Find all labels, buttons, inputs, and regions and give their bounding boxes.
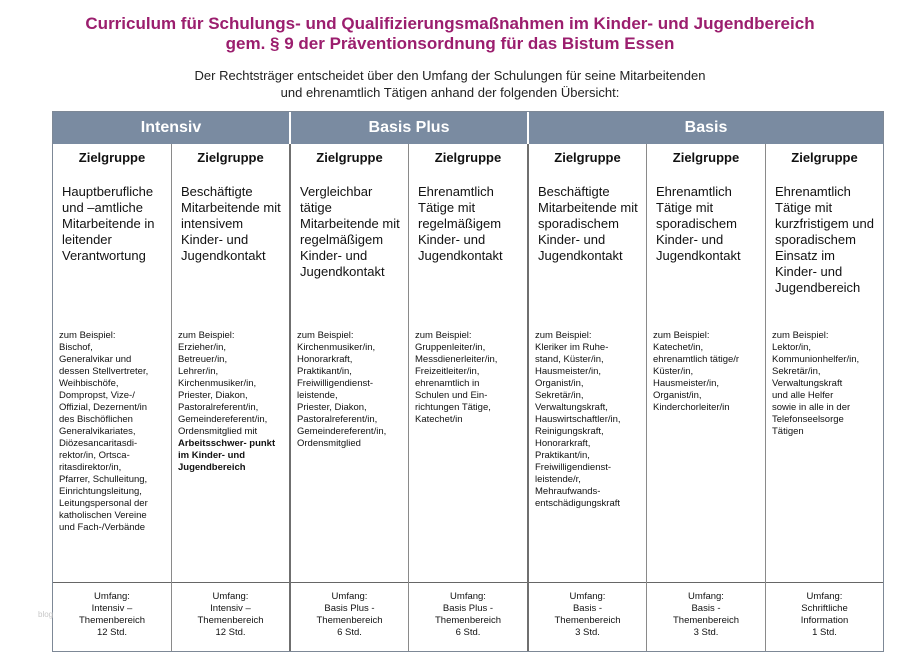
example-line: Organist/in, [535,378,584,389]
example-line: Gemeindereferent/in, [297,426,387,437]
scope-line: Basis Plus - [442,603,494,614]
scope-line: Umfang: [806,591,843,602]
example-line: Einrichtungsleitung, [59,486,142,497]
examples-list [653,330,761,414]
example-line: Telefonseelsorge [772,414,844,425]
example-line: zum Beispiel: [415,330,472,341]
example-line: Lehrer/in, [178,366,219,377]
scope-divider [766,582,883,583]
example-line: Diözesancaritasdi- [59,438,138,449]
scope-divider [172,582,289,583]
example-line: Kinderchorleiter/in [653,402,730,413]
example-line: Pfarrer, Schulleitung, [59,474,148,485]
example-line: Ordensmitglied [297,438,361,449]
example-line: Leitungspersonal der [59,498,148,509]
target-group-column [527,144,646,651]
scope-line: Themenbereich [78,615,145,626]
scope-block [531,591,644,639]
scope-line: Umfang: [94,591,130,602]
example-line: Pastoralreferent/in, [297,414,378,425]
scope-block [293,591,406,639]
target-group-description: Beschäftigte Mitarbeitende mit intensivem Kinder- und Jugendkontakt [181,184,281,263]
example-line: Priester, Diakon, [297,402,367,413]
scope-line: Intensiv – [210,603,251,614]
example-line: richtungen Tätige, [415,402,491,413]
example-line: leistende/r, [535,474,581,485]
scope-line: Basis - [691,603,721,614]
document-title [0,14,900,54]
curriculum-table [52,111,884,652]
example-line: ehrenamtlich in [415,378,480,389]
example-line: Honorarkraft, [535,438,591,449]
example-line: Freiwilligendienst- [535,462,612,473]
example-line: Verwaltungskraft [772,378,843,389]
example-line: Praktikant/in, [297,366,352,377]
scope-line: Schriftliche [801,603,848,614]
target-group-heading: Zielgruppe [554,150,621,165]
scope-line: 3 Std. [575,627,600,638]
example-line: zum Beispiel: [297,330,354,341]
target-group-description: Ehrenamtlich Tätige mit kurzfristigem und sporadischem Einsatz im Kinder- und Jugendbereich [775,184,874,295]
example-line: Gruppenleiter/in, [415,342,486,353]
scope-line: 6 Std. [337,627,362,638]
example-bold-text: Arbeitsschwer- punkt im Kinder- und Jugendbereich [178,438,276,473]
example-line: Schulen und Ein- [415,390,488,401]
examples-list [535,330,642,510]
example-line: Küster/in, [653,366,694,377]
example-line: stand, Küster/in, [535,354,604,365]
scope-block [649,591,763,639]
watermark: blog [38,610,54,619]
example-line: Priester, Diakon, [178,390,248,401]
example-line: zum Beispiel: [178,330,235,341]
example-line: ehrenamtlich tätige/r [653,354,740,365]
example-line: zum Beispiel: [59,330,116,341]
scope-block [55,591,169,639]
target-group-column [765,144,883,651]
example-line: Organist/in, [653,390,702,401]
scope-line: Umfang: [569,591,606,602]
example-line: Kleriker im Ruhe- [535,342,609,353]
scope-line: Themenbereich [197,615,264,626]
example-line: Pastoralreferent/in, [178,402,259,413]
target-group-description: Ehrenamtlich Tätige mit sporadischem Kinder- und Jugendkontakt [656,184,741,263]
example-line: Bischof, [59,342,93,353]
target-group-heading: Zielgruppe [434,150,502,165]
scope-block [411,591,525,639]
scope-line: Umfang: [212,591,249,602]
examples-list [772,330,879,438]
example-line: Katechet/in, [653,342,704,353]
scope-divider [529,582,646,583]
example-line: leistende, [297,390,338,401]
example-line: Weihbischöfe, [59,378,119,389]
example-line: Lektor/in, [772,342,812,353]
example-line: des Bischöflichen [59,414,133,425]
example-line: Freizeitleiter/in, [415,366,480,377]
example-line: Freiwilligendienst- [297,378,374,389]
target-group-description: Hauptberufliche und –amtliche Mitarbeitende in leitender Verantwortung [62,184,155,263]
example-line: katholischen Vereine [59,510,147,521]
scope-block [768,591,881,639]
example-line: Hausmeister/in, [535,366,601,377]
scope-line: 6 Std. [455,627,481,638]
example-line: und Fach-/Verbände [59,522,146,533]
example-line: Offizial, Dezernent/in [59,402,148,413]
example-line: Hausmeister/in, [653,378,719,389]
subtitle-line-2: und ehrenamtlich Tätigen anhand der folgenden Übersicht: [280,85,620,100]
scope-line: Themenbereich [554,615,621,626]
target-group-description: Ehrenamtlich Tätige mit regelmäßigem Kinder- und Jugendkontakt [418,184,503,263]
example-line: Reinigungskraft, [535,426,604,437]
example-line: rektor/in, Ortsca- [59,450,130,461]
group-header-intensiv: Intensiv [53,112,289,144]
example-line: Kirchenmusiker/in, [178,378,257,389]
title-line-2: gem. § 9 der Präventionsordnung für das Bistum Essen [225,34,675,53]
example-line: Generalvikariates, [59,426,136,437]
scope-line: Themenbereich [316,615,383,626]
examples-list [297,330,404,450]
group-header-basis-plus: Basis Plus [289,112,527,144]
group-header-basis: Basis [527,112,883,144]
example-line: Betreuer/in, [178,354,228,365]
scope-line: Umfang: [688,591,724,602]
scope-divider [647,582,765,583]
example-line: Generalvikar und [59,354,132,365]
scope-line: Umfang: [450,591,486,602]
scope-line: Basis Plus - [324,603,375,614]
example-line: Erzieher/in, [178,342,227,353]
example-line: ritasdirektor/in, [59,462,122,473]
target-group-heading: Zielgruppe [316,150,383,165]
scope-divider [291,582,408,583]
scope-divider [409,582,527,583]
target-group-column [289,144,408,651]
target-group-column [646,144,765,651]
examples-list [415,330,523,426]
example-line: und alle Helfer [772,390,834,401]
target-group-heading: Zielgruppe [197,150,264,165]
example-line: Gemeindereferent/in, [178,414,268,425]
scope-line: 3 Std. [693,627,719,638]
example-line: Katechet/in [415,414,463,425]
example-line: Kommunionhelfer/in, [772,354,860,365]
example-line: Verwaltungskraft, [535,402,608,413]
target-group-heading: Zielgruppe [672,150,740,165]
scope-line: Basis - [572,603,603,614]
scope-divider [53,582,171,583]
target-group-heading: Zielgruppe [791,150,858,165]
scope-line: Themenbereich [434,615,501,626]
examples-list [59,330,167,534]
scope-line: 1 Std. [812,627,837,638]
scope-line: Themenbereich [672,615,739,626]
subtitle-line-1: Der Rechtsträger entscheidet über den Umfang der Schulungen für seine Mitarbeitenden [194,68,706,83]
scope-block [174,591,287,639]
example-line: Kirchenmusiker/in, [297,342,376,353]
target-group-description: Vergleichbar tätige Mitarbeitende mit regelmäßigem Kinder- und Jugendkontakt [300,184,400,279]
example-line: Dompropst, Vize-/ [59,390,135,401]
scope-line: Intensiv – [91,603,133,614]
target-group-column [408,144,527,651]
example-line: Mehraufwands- [535,486,601,497]
example-line: entschädigungskraft [535,498,621,509]
scope-line: 12 Std. [215,627,246,638]
scope-line: Umfang: [331,591,368,602]
example-line: Messdienerleiter/in, [415,354,498,365]
example-line: Honorarkraft, [297,354,353,365]
example-line: zum Beispiel: [535,330,592,341]
target-group-heading: Zielgruppe [78,150,146,165]
example-line: sowie in alle in der [772,402,851,413]
example-line: dessen Stellvertreter, [59,366,149,377]
document-subtitle [0,67,900,101]
scope-line: 12 Std. [96,627,128,638]
example-line: zum Beispiel: [772,330,829,341]
example-line: Sekretär/in, [535,390,584,401]
example-line: Ordensmitglied mit [178,426,258,437]
title-line-1: Curriculum für Schulungs- und Qualifizierungsmaßnahmen im Kinder- und Jugendbereich [85,14,815,33]
example-line: zum Beispiel: [653,330,710,341]
example-line: Sekretär/in, [772,366,821,377]
target-group-column [171,144,289,651]
examples-list [178,330,285,474]
example-line: Hauswirtschaftler/in, [535,414,621,425]
target-group-description: Beschäftigte Mitarbeitende mit sporadischem Kinder- und Jugendkontakt [538,184,638,263]
target-group-column [53,144,171,651]
example-line: Praktikant/in, [535,450,590,461]
scope-line: Information [800,615,849,626]
example-line: Tätigen [772,426,804,437]
